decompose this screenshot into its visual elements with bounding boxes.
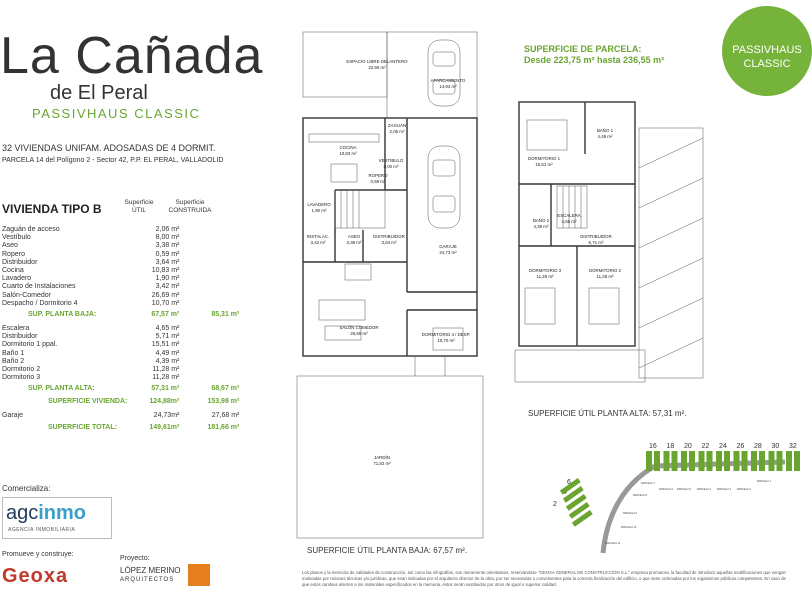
row-const: [179, 350, 239, 358]
row-util: 10,83 m²: [151, 267, 180, 275]
room-label: COCINA 10,83 m²: [339, 145, 357, 156]
parcel-label: PARCELA 3: [717, 488, 731, 491]
sum-baja-row: [2, 308, 239, 321]
row-const: [179, 283, 239, 291]
room-label: DORMITORIO 4 / DESP. 10,70 m²: [421, 332, 471, 343]
site-number: 2: [553, 501, 557, 508]
agcinmo-name: [6, 502, 86, 525]
row-label: Distribuidor: [2, 258, 38, 266]
architect-name: LÓPEZ MERINO: [120, 566, 181, 575]
dining-table: [345, 264, 371, 280]
stair-icon: [335, 190, 385, 228]
brand-subtitle: de El Peral: [50, 82, 148, 104]
parcel-green: [734, 451, 740, 471]
site-number: 18: [666, 443, 675, 450]
room-label: SALÓN COMEDOR 26,69 m²: [339, 325, 379, 336]
sofa-icon: [319, 300, 365, 320]
row-label: Zaguán de acceso: [2, 226, 60, 233]
sum-const: 85,31 m²: [211, 311, 240, 319]
sum-util: 57,31 m²: [151, 385, 180, 393]
row-util: 3,64 m²: [155, 258, 180, 266]
sum-util: 149,61m²: [149, 423, 180, 431]
parcel-label: PARCELA 8: [633, 494, 647, 497]
row-label: Cocina: [2, 267, 24, 275]
site-number: 6: [567, 479, 571, 486]
parcel-green: [786, 451, 792, 471]
car-icon: [428, 146, 460, 228]
row-util: 3,42 m²: [155, 283, 180, 291]
table-row: [2, 275, 239, 283]
row-label: Baño 2: [2, 357, 25, 365]
terrace: [515, 350, 645, 382]
row-util: 4,39 m²: [155, 357, 180, 365]
table-row: [2, 259, 239, 267]
row-label: Salón-Comedor: [2, 291, 52, 299]
site-number: 24: [719, 443, 727, 450]
row-util: 15,51 m²: [151, 341, 180, 349]
table-row: [2, 251, 239, 259]
sum-label: SUPERFICIE VIVIENDA:: [48, 398, 128, 406]
plan-alta-caption: SUPERFICIE ÚTIL PLANTA ALTA: 57,31 m².: [528, 409, 687, 418]
inmo-part: inmo: [38, 502, 87, 524]
row-util: 8,00 m²: [155, 234, 180, 242]
parcel-label: PARCELA 5: [677, 488, 691, 491]
site-number: 30: [771, 443, 780, 450]
sum-const: 181,66 m²: [207, 423, 240, 431]
row-const: [179, 358, 239, 366]
row-util: 1,90 m²: [155, 275, 180, 283]
row-util: 0,59 m²: [155, 250, 180, 258]
row-label: Escalera: [2, 325, 30, 333]
row-const: [179, 366, 239, 374]
row-util: 4,65 m²: [155, 325, 180, 333]
geoxa-logo: Geoxa: [2, 565, 69, 587]
parcel-green: [769, 451, 775, 471]
parcel-label: PARCELA 10: [621, 526, 637, 529]
row-util: 10,70 m²: [151, 299, 180, 307]
row-label: Cuarto de Instalaciones: [2, 283, 76, 291]
site-number: 26: [736, 443, 745, 450]
row-label: Garaje: [2, 412, 24, 420]
table-row: [2, 358, 239, 366]
row-const: [179, 267, 239, 275]
room-label: ESPACIO LIBRE DELANTERO 22,96 m²: [346, 59, 408, 70]
sum-const: 153,98 m²: [207, 398, 240, 406]
parcel-green: [742, 451, 748, 471]
room-label: LAVADERO 1,90 m²: [307, 202, 331, 213]
row-util: 24,73m²: [153, 412, 180, 420]
parcela-title: SUPERFICIE DE PARCELA:: [524, 44, 642, 54]
parcel-green: [664, 451, 670, 471]
parcel-label: PARCELA 9: [623, 512, 637, 515]
parcel-green: [707, 451, 713, 471]
table-row: [2, 267, 239, 275]
proyecto-label: Proyecto:: [120, 555, 150, 562]
parcel-label: PARCELA 2: [737, 488, 751, 491]
parcel-green: [724, 451, 730, 471]
sum-label: SUP. PLANTA ALTA:: [28, 385, 95, 393]
surface-table: [2, 226, 239, 434]
sum-util: 67,57 m²: [151, 311, 180, 319]
room-label: DORMITORIO 1 15,51 m²: [527, 156, 561, 167]
parcel-green: [689, 451, 695, 471]
row-label: Distribuidor: [2, 333, 38, 341]
table-row: [2, 234, 239, 242]
project-line-2: PARCELA 14 del Polígono 2 - Sector 42, P.P. EL PERAL, VALLADOLID: [2, 157, 224, 164]
table-row: [2, 325, 239, 333]
site-number: 28: [754, 443, 762, 450]
table-row: [2, 300, 239, 308]
table-title: VIVIENDA TIPO B: [2, 202, 102, 216]
passivhaus-badge: PASSIVHAUS CLASSIC: [722, 6, 812, 96]
garaje-row: [2, 412, 239, 420]
row-util: 11,28 m²: [152, 366, 180, 374]
row-util: 4,49 m²: [155, 349, 180, 357]
row-label: Dormitorio 3: [2, 374, 41, 382]
sum-util: 124,88m²: [149, 398, 180, 406]
row-const: [179, 325, 239, 333]
bed-icon: [527, 120, 567, 150]
parcel-label: PARCELA 1: [757, 480, 771, 483]
row-util: 3,38 m²: [155, 242, 180, 250]
room-label: INSTALAC. 3,42 m²: [306, 234, 330, 245]
row-label: Ropero: [2, 250, 25, 258]
parcel-green: [794, 451, 800, 471]
col-header-construida: Superficie CONSTRUIDA: [168, 199, 212, 214]
room-label: BAÑO 1 4,49 m²: [596, 128, 614, 139]
agcinmo-sub: AGENCIA INMOBILIARIA: [8, 527, 76, 533]
table-row: [2, 341, 239, 349]
bed-icon: [589, 288, 619, 324]
table-row: [2, 374, 239, 382]
row-const: [179, 374, 239, 382]
row-label: Vestíbulo: [2, 234, 31, 242]
parcel-green: [759, 451, 765, 471]
room-label: DISTRIBUIDOR 5,71 m²: [580, 234, 612, 245]
table-row: [2, 226, 239, 234]
brand-tagline: PASSIVHAUS CLASSIC: [32, 106, 201, 121]
parcel-label: PARCELA 4: [697, 488, 711, 491]
table-row: [2, 350, 239, 358]
sum-alta-row: [2, 382, 239, 395]
room-label: DORMITORIO 2 11,28 m²: [588, 268, 622, 279]
parcel-green: [654, 451, 660, 471]
parcel-label: PARCELA 7: [641, 482, 655, 485]
parking-area: [387, 32, 477, 118]
parcel-green: [672, 451, 678, 471]
parcel-green: [681, 451, 687, 471]
row-const: [179, 242, 239, 250]
comercializa-label: Comercializa:: [2, 484, 51, 493]
row-const: [179, 259, 239, 267]
site-number: 22: [701, 443, 710, 450]
sum-label: SUPERFICIE TOTAL:: [48, 423, 117, 431]
parcel-green: [751, 451, 757, 471]
sum-vivienda-row: [2, 395, 239, 408]
room-label: DORMITORIO 3 11,28 m²: [528, 268, 562, 279]
row-const: [179, 300, 239, 308]
room-label: ASEO 3,38 m²: [346, 234, 362, 245]
parcel-green: [646, 451, 652, 471]
table-row: [2, 292, 239, 300]
site-map: [545, 438, 797, 558]
site-number: 16: [649, 443, 657, 450]
room-label: ESCALERA 4,65 m²: [557, 213, 581, 224]
table-row: [2, 366, 239, 374]
row-const: [179, 341, 239, 349]
row-const: [179, 333, 239, 341]
parcel-green: [699, 451, 705, 471]
parcela-range: Desde 223,75 m² hasta 236,55 m²: [524, 55, 665, 65]
sum-label: SUP. PLANTA BAJA:: [28, 311, 97, 319]
row-label: Baño 1: [2, 349, 25, 357]
row-label: Despacho / Dormitorio 4: [2, 299, 78, 307]
kitchen-table: [331, 164, 357, 182]
row-const: [179, 292, 239, 300]
row-const: [179, 251, 239, 259]
row-label: Dormitorio 2: [2, 366, 41, 374]
room-label: DISTRIBUIDOR 3,64 m²: [373, 234, 405, 245]
site-number: 32: [789, 443, 797, 450]
room-label: GARAJE 24,73 m²: [439, 244, 457, 255]
seal-icon: [188, 564, 210, 586]
parcel-label: PARCELA 11: [605, 542, 621, 545]
parcel-green: [777, 451, 783, 471]
row-util: 11,28 m²: [152, 374, 180, 382]
room-label: BAÑO 2 4,39 m²: [532, 218, 550, 229]
row-label: Lavadero: [2, 275, 32, 283]
car-icon: [428, 40, 460, 106]
road: [603, 462, 785, 553]
room-label: APARCAMIENTO 14,94 m²: [430, 78, 466, 89]
row-util: 5,71 m²: [155, 333, 180, 341]
room-label: ZAGUÁN 2,06 m²: [387, 123, 407, 134]
table-row: [2, 242, 239, 250]
col-header-util: Superficie ÚTIL: [124, 199, 154, 214]
table-row: [2, 333, 239, 341]
room-label: VESTÍBULO 8,00 m²: [378, 158, 404, 169]
room-label: ROPERO 0,59 m²: [368, 173, 388, 184]
parcel-green: [716, 451, 722, 471]
row-label: Aseo: [2, 242, 18, 250]
parcel-label: PARCELA 6: [659, 488, 673, 491]
promueve-label: Promueve y construye:: [2, 551, 74, 558]
architect-sub: ARQUITECTOS: [120, 577, 175, 583]
sum-const: 68,67 m²: [211, 385, 240, 393]
site-number: 20: [684, 443, 692, 450]
row-const: [179, 234, 239, 242]
row-const: 27,68 m²: [211, 412, 240, 420]
legal-footer: Los planos y la memoria de calidades de construcción, así como las infografías, son meramente orientativos, reservándose "GEOXA GENERAL DE CONSTRUCCIÓN S.L." empresa promotora, la facultad de introducir aquellas modificaciones que vengan motivadas por razones técnicas y/o jurídicas, que sean indicadas por el arquitecto director de la obra, por ser necesarias o convenientes para la correcta finalización del edificio, o que sean ordenadas por los organismos públicos competentes. En caso de que estos cambios afecten a los materiales especificados en la memoria, éstos serán sustituidos por otros de igual o superior calidad.: [302, 570, 786, 587]
agc-part: agc: [6, 502, 39, 524]
brand-title: La Cañada: [0, 27, 264, 85]
project-line-1: 32 VIVIENDAS UNIFAM. ADOSADAS DE 4 DORMIT.: [2, 143, 216, 153]
sum-total-row: [2, 421, 239, 434]
plan-baja-caption: SUPERFICIE ÚTIL PLANTA BAJA: 67,57 m².: [307, 546, 468, 555]
row-const: [179, 275, 239, 283]
row-util: 2,06 m²: [155, 226, 180, 233]
bed-icon: [525, 288, 555, 324]
room-label: JARDÍN 71,82 m²: [373, 455, 391, 466]
table-row: [2, 283, 239, 291]
row-label: Dormitorio 1 ppal.: [2, 341, 58, 349]
row-const: [179, 226, 239, 234]
row-util: 26,69 m²: [151, 291, 180, 299]
side-hatch: [639, 128, 703, 378]
